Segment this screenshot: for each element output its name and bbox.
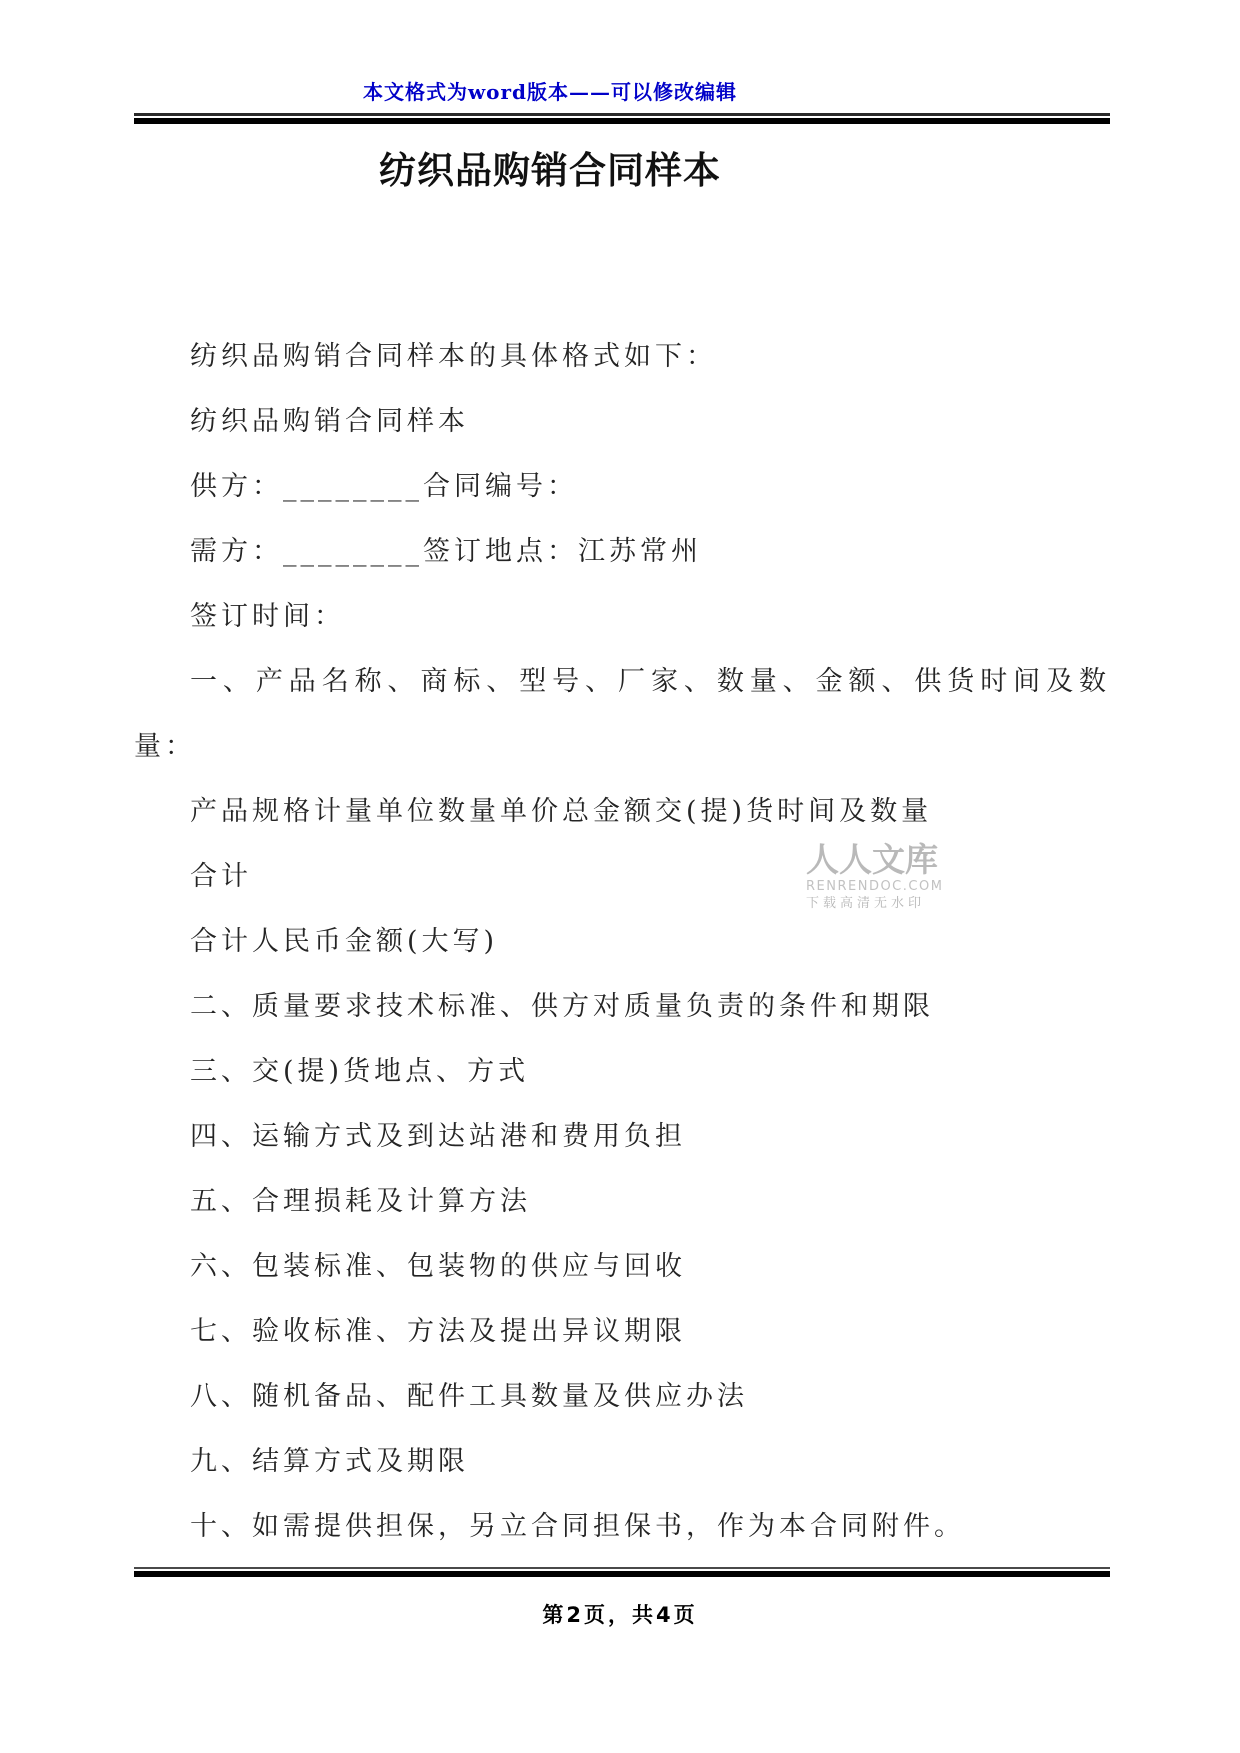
paragraph-line: 六、包装标准、包装物的供应与回收 [190, 1251, 686, 1282]
header-rule-thick [134, 118, 1110, 124]
paragraph-line: 纺织品购销合同样本的具体格式如下： [190, 341, 717, 372]
page-number: 第2页，共4页 [542, 1603, 698, 1627]
paragraph-line: 三、交(提)货地点、方式 [190, 1056, 530, 1087]
paragraph-line: 合计人民币金额(大写) [190, 926, 499, 957]
document-body [0, 324, 1240, 1559]
paragraph-line: 十、如需提供担保，另立合同担保书，作为本合同附件。 [190, 1511, 965, 1542]
paragraph-line: 七、验收标准、方法及提出异议期限 [190, 1316, 686, 1347]
header-notice: 本文格式为word版本——可以修改编辑 [362, 80, 738, 104]
paragraph-line: 产品规格计量单位数量单价总金额交(提)货时间及数量 [190, 796, 933, 827]
paragraph-line: 一、产品名称、商标、型号、厂家、数量、金额、供货时间及数 [190, 666, 1110, 697]
paragraph-line: 二、质量要求技术标准、供方对质量负责的条件和期限 [190, 991, 934, 1022]
watermark-brand-text: 人人文库 [806, 840, 938, 879]
paragraph-line: 纺织品购销合同样本 [190, 406, 469, 437]
footer-rule-thick [134, 1571, 1110, 1577]
paragraph-line-buyer-blank: 需方：________签订地点：江苏常州 [190, 536, 702, 567]
paragraph-line: 合计 [190, 861, 252, 892]
watermark-tagline: 下载高清无水印 [806, 896, 926, 911]
paragraph-line: 五、合理损耗及计算方法 [190, 1186, 531, 1217]
paragraph-line: 签订时间： [190, 601, 345, 632]
header-rule-thin [134, 113, 1110, 116]
paragraph-line: 四、运输方式及到达站港和费用负担 [190, 1121, 686, 1152]
document-title: 纺织品购销合同样本 [379, 148, 721, 192]
paragraph-line-wrap-continuation: 量： [134, 731, 196, 762]
watermark-site-url: RENRENDOC.COM [806, 879, 944, 894]
paragraph-line-supplier-blank: 供方：________合同编号： [190, 471, 578, 502]
paragraph-line: 九、结算方式及期限 [190, 1446, 469, 1477]
paragraph-line: 八、随机备品、配件工具数量及供应办法 [190, 1381, 748, 1412]
footer-rule-thin [134, 1567, 1110, 1569]
